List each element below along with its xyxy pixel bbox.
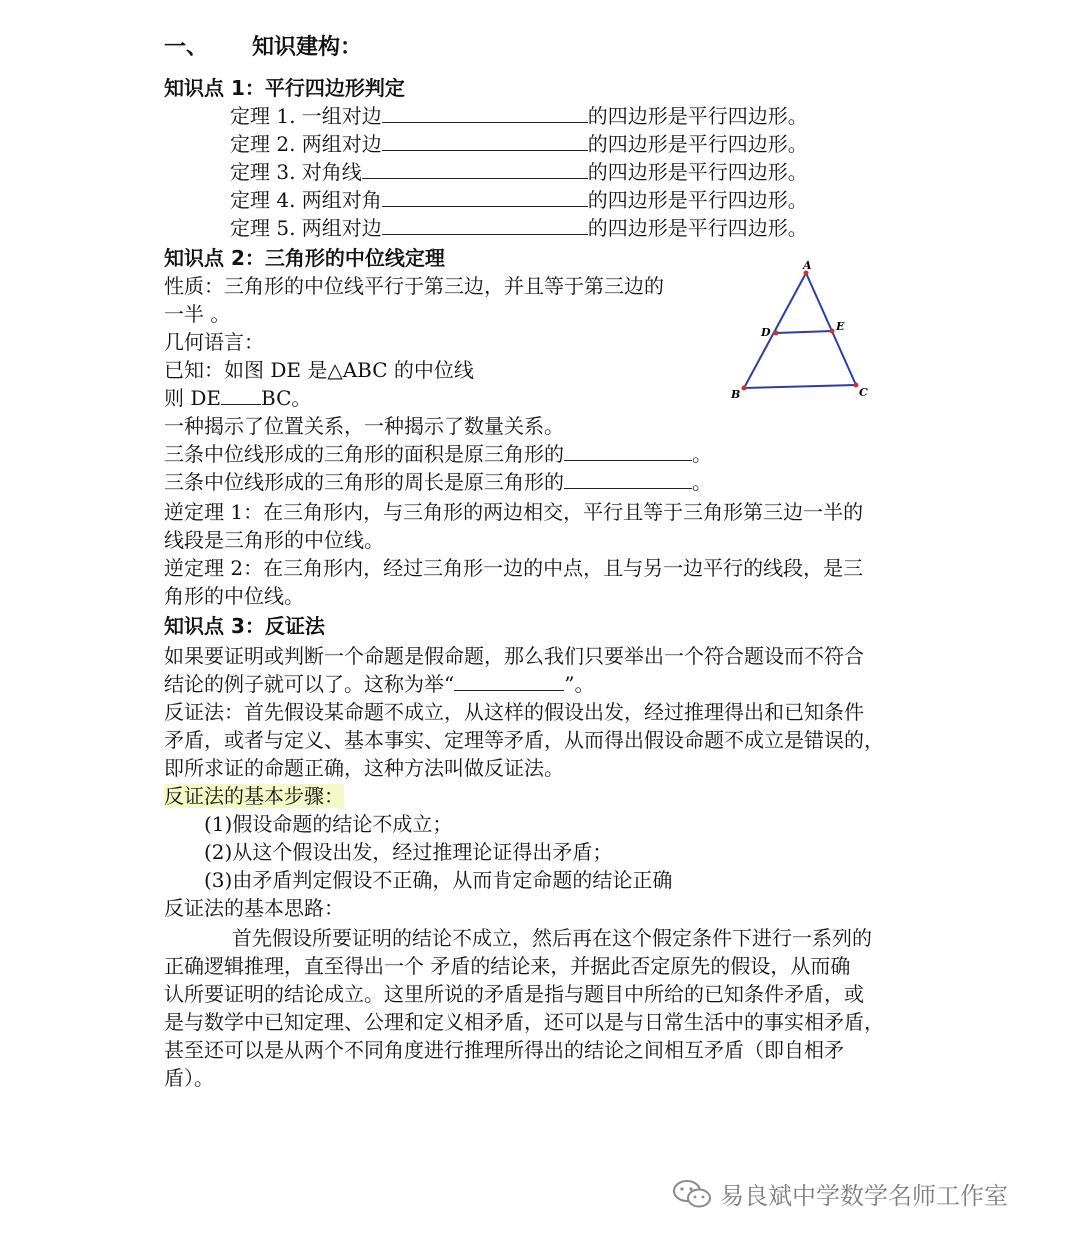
kp2-converse2-line1: 逆定理 2：在三角形内，经过三角形一边的中点，且与另一边平行的线段，是三 (164, 556, 864, 580)
kp3-idea-line3: 认所要证明的结论成立。这里所说的矛盾是指与题目中所给的已知条件矛盾，或 (164, 982, 864, 1006)
theorem-2-blank (382, 132, 588, 151)
theorem-3 (230, 158, 808, 186)
kp2-perimeter-blank (564, 470, 692, 489)
theorem-5-suffix: 的四边形是平行四边形。 (587, 216, 808, 240)
kp1-title: 知识点 1：平行四边形判定 (164, 76, 405, 100)
kp3-def-line2: 矛盾，或者与定义、基本事实、定理等矛盾，从而得出假设命题不成立是错误的， (164, 728, 884, 752)
kp3-idea-line4: 是与数学中已知定理、公理和定义相矛盾，还可以是与日常生活中的事实相矛盾， (164, 1010, 884, 1034)
section-heading (164, 34, 362, 62)
theorem-3-label: 定理 3. 对角线 (230, 160, 362, 184)
kp3-def-line1: 反证法：首先假设某命题不成立，从这样的假设出发，经过推理得出和已知条件 (164, 700, 864, 724)
kp2-then-prefix: 则 DE (164, 386, 221, 410)
kp2-area-suffix: 。 (692, 442, 712, 466)
point-e-dot (830, 329, 835, 334)
point-d-dot (774, 331, 779, 336)
kp3-intro-line2 (164, 670, 594, 698)
kp3-idea-line5: 甚至还可以是从两个不同角度进行推理所得出的结论之间相互矛盾（即自相矛 (164, 1038, 844, 1062)
theorem-1-label: 定理 1. 一组对边 (230, 104, 382, 128)
kp2-then-blank (221, 386, 261, 405)
kp2-geo-language: 几何语言： (164, 330, 264, 354)
theorem-2-label: 定理 2. 两组对边 (230, 132, 382, 156)
kp3-steps-title-text: 反证法的基本步骤： (164, 784, 344, 808)
theorem-4-blank (382, 188, 588, 207)
kp2-perimeter (164, 468, 712, 496)
kp3-intro-line1: 如果要证明或判断一个命题是假命题，那么我们只要举出一个符合题设而不符合 (164, 644, 864, 668)
kp3-idea-line6: 盾）。 (164, 1066, 214, 1090)
kp3-intro-suffix: ”。 (564, 672, 595, 696)
kp3-steps-title (164, 782, 344, 810)
theorem-3-blank (362, 160, 588, 179)
kp2-converse2-line2: 角形的中位线。 (164, 584, 304, 608)
kp3-step-1: (1)假设命题的结论不成立； (204, 812, 453, 836)
vertex-b-dot (742, 386, 747, 391)
theorem-1 (230, 102, 808, 130)
kp2-property-line1: 性质：三角形的中位线平行于第三边，并且等于第三边的 (164, 274, 664, 298)
kp2-then (164, 384, 311, 412)
label-e: E (836, 320, 845, 333)
theorem-5 (230, 214, 808, 242)
theorem-1-blank (382, 104, 588, 123)
label-b: B (731, 388, 741, 401)
kp2-converse1-line1: 逆定理 1：在三角形内，与三角形的两边相交，平行且等于三角形第三边一半的 (164, 500, 864, 524)
midline-de (776, 331, 832, 333)
vertex-c-dot (854, 383, 859, 388)
kp3-step-3: (3)由矛盾判定假设不正确，从而肯定命题的结论正确 (204, 868, 673, 892)
kp2-converse1-line2: 线段是三角形的中位线。 (164, 528, 384, 552)
kp3-step-2: (2)从这个假设出发，经过推理论证得出矛盾； (204, 840, 613, 864)
watermark-text: 易良斌中学数学名师工作室 (720, 1182, 1008, 1210)
section-title: 知识建构： (252, 35, 363, 60)
theorem-1-suffix: 的四边形是平行四边形。 (587, 104, 808, 128)
kp2-given: 已知：如图 DE 是△ABC 的中位线 (164, 358, 474, 382)
theorem-3-suffix: 的四边形是平行四边形。 (587, 160, 808, 184)
section-number: 一、 (164, 35, 209, 60)
label-a: A (803, 259, 812, 272)
theorem-5-label: 定理 5. 两组对边 (230, 216, 382, 240)
theorem-4 (230, 186, 808, 214)
kp3-title: 知识点 3：反证法 (164, 614, 325, 638)
theorem-2 (230, 130, 808, 158)
watermark (672, 1176, 1008, 1211)
kp3-idea-title: 反证法的基本思路： (164, 896, 344, 920)
side-ab (744, 273, 806, 388)
kp3-idea-line2: 正确逻辑推理，直至得出一个 矛盾的结论来，并据此否定原先的假设，从而确 (164, 954, 851, 978)
theorem-2-suffix: 的四边形是平行四边形。 (587, 132, 808, 156)
kp2-then-suffix: BC。 (261, 386, 312, 410)
label-c: C (859, 386, 868, 399)
kp2-area-blank (564, 442, 692, 461)
kp2-property-line2: 一半 。 (164, 302, 231, 326)
kp2-perimeter-prefix: 三条中位线形成的三角形的周长是原三角形的 (164, 470, 564, 494)
side-bc (744, 385, 856, 388)
theorem-4-suffix: 的四边形是平行四边形。 (587, 188, 808, 212)
kp2-area (164, 440, 712, 468)
kp2-perimeter-suffix: 。 (692, 470, 712, 494)
wechat-icon (672, 1178, 712, 1210)
kp2-title: 知识点 2：三角形的中位线定理 (164, 246, 445, 270)
triangle-figure (715, 255, 885, 405)
kp3-intro-prefix: 结论的例子就可以了。这称为举“ (164, 672, 455, 696)
kp3-def-line3: 即所求证的命题正确，这种方法叫做反证法。 (164, 756, 564, 780)
kp2-area-prefix: 三条中位线形成的三角形的面积是原三角形的 (164, 442, 564, 466)
theorem-5-blank (382, 216, 588, 235)
theorem-4-label: 定理 4. 两组对角 (230, 188, 382, 212)
label-d: D (761, 326, 771, 339)
kp2-relation: 一种揭示了位置关系，一种揭示了数量关系。 (164, 414, 564, 438)
kp3-idea-line1: 首先假设所要证明的结论不成立，然后再在这个假定条件下进行一系列的 (232, 926, 872, 950)
kp3-intro-blank (454, 672, 564, 691)
